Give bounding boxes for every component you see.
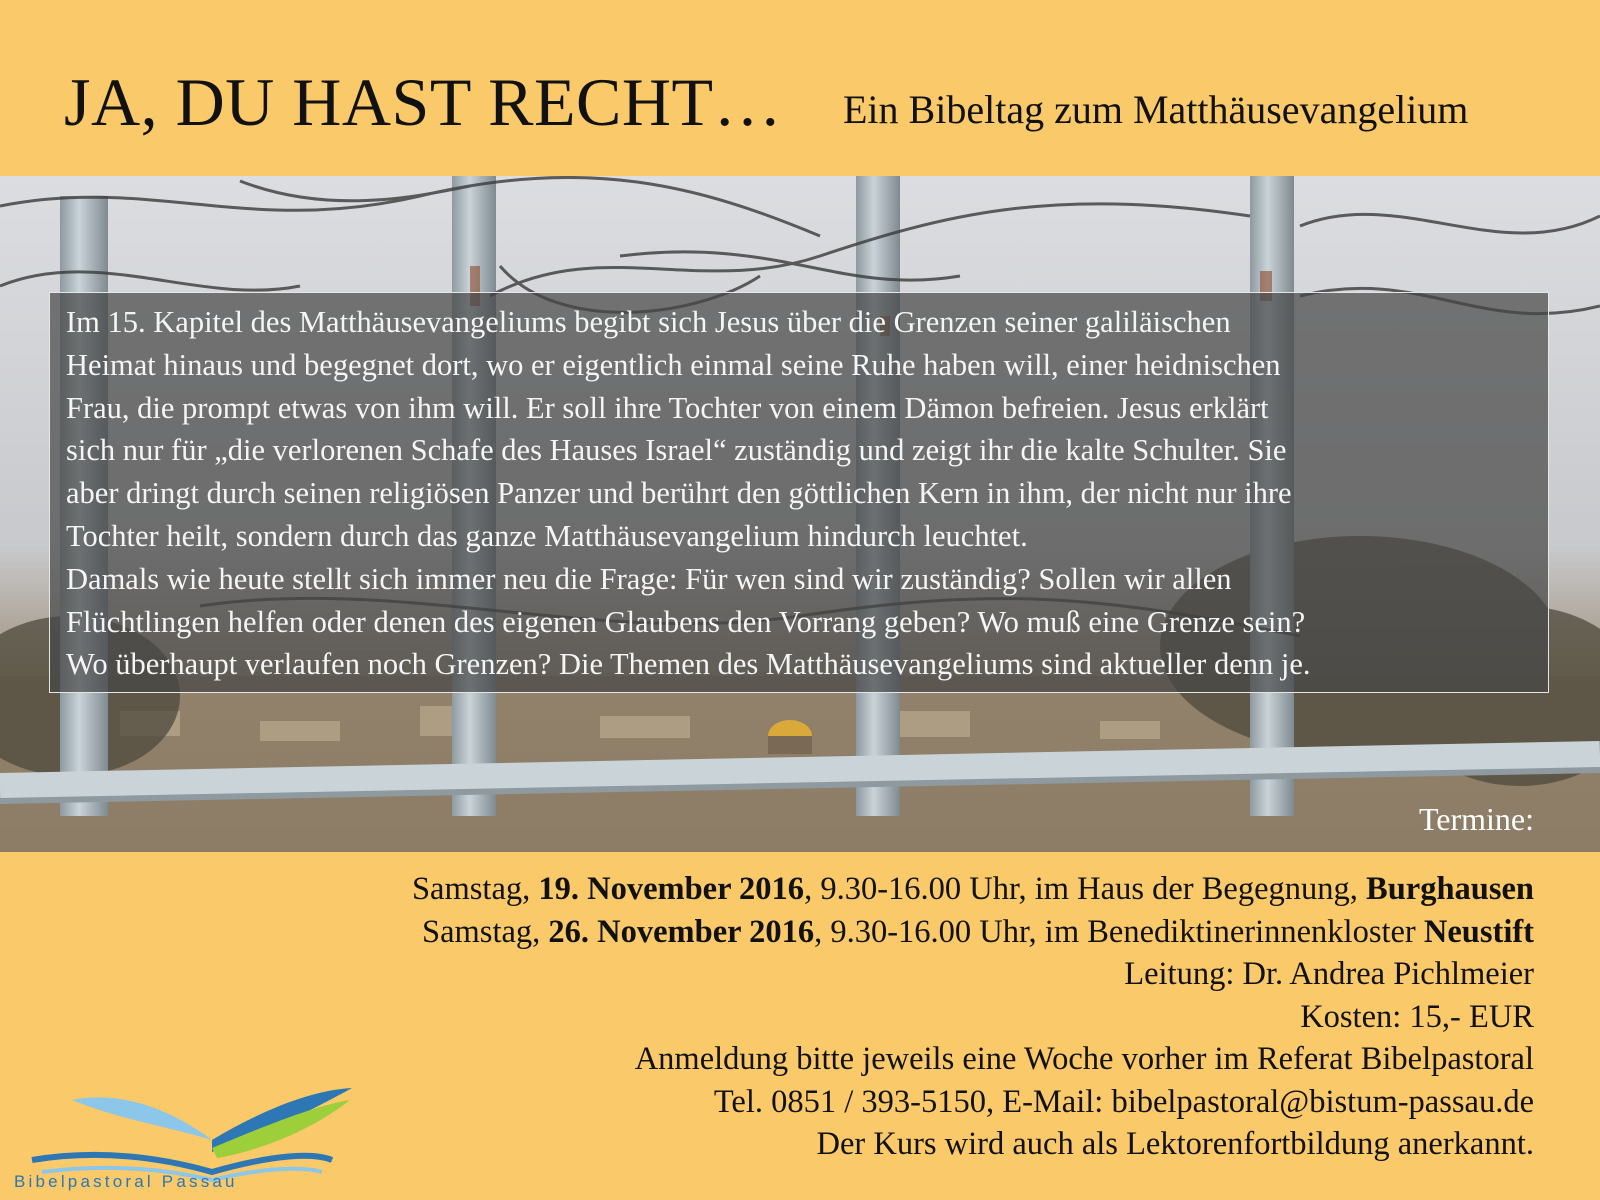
intro-text-box (49, 292, 1549, 693)
logo-text: Bibelpastoral Passau (14, 1172, 238, 1191)
hinweis-text: Der Kurs wird auch als Lektorenfortbildung anerkannt. (816, 1126, 1534, 1162)
termine-label: Termine: (1418, 801, 1534, 837)
kontakt-text: Tel. 0851 / 393-5150, E-Mail: bibelpastoral@bistum-passau.de (713, 1083, 1534, 1120)
date-day: Samstag, (422, 913, 541, 950)
date-row-2 (412, 911, 1534, 954)
intro-line: Damals wie heute stellt sich immer neu die Frage: Für wen sind wir zuständig? Sollen wir allen (66, 561, 1232, 596)
kosten-text: Kosten: 15,- EUR (1300, 998, 1534, 1035)
event-details (412, 868, 1534, 1166)
date-time-place: , 9.30-16.00 Uhr, im Benediktinerinnenkloster (814, 913, 1416, 950)
date-date: 26. November 2016 (548, 913, 815, 950)
anmeldung-text: Anmeldung bitte jeweils eine Woche vorher im Referat Bibelpastoral (634, 1041, 1534, 1077)
leitung-text: Leitung: Dr. Andrea Pichlmeier (1124, 956, 1534, 992)
date-day: Samstag, (411, 871, 531, 907)
page-title: JA, DU HAST RECHT… (64, 64, 783, 140)
date-location: Burghausen (1366, 871, 1534, 907)
intro-line: Heimat hinaus und begegnet dort, wo er eigentlich einmal seine Ruhe haben will, einer heidnischen (66, 347, 1281, 382)
date-row-1 (412, 868, 1534, 911)
date-location: Neustift (1423, 913, 1534, 950)
date-date: 19. November 2016 (538, 871, 805, 907)
intro-line: Im 15. Kapitel des Matthäusevangeliums begibt sich Jesus über die Grenzen seiner galiläischen (66, 305, 1231, 339)
intro-line: sich nur für „die verlorenen Schafe des Hauses Israel“ zuständig und zeigt ihr die kalte Schulter. Sie (66, 433, 1287, 468)
intro-line: Tochter heilt, sondern durch das ganze Matthäusevangelium hindurch leuchtet. (66, 518, 1028, 553)
logo-wing-left (72, 1097, 212, 1140)
page-subtitle: Ein Bibeltag zum Matthäusevangelium (843, 87, 1469, 132)
intro-line: Frau, die prompt etwas von ihm will. Er soll ihre Tochter von einem Dämon befreien. Jesus erklärt (66, 390, 1269, 425)
intro-line: Wo überhaupt verlaufen noch Grenzen? Die Themen des Matthäusevangeliums sind aktueller denn je. (66, 647, 1311, 682)
date-time-place: , 9.30-16.00 Uhr, im Haus der Begegnung, (804, 871, 1358, 907)
header (0, 0, 1600, 176)
intro-line: Flüchtlingen helfen oder denen des eigenen Glaubens den Vorrang geben? Wo muß eine Grenze sein? (66, 604, 1306, 639)
intro-line: aber dringt durch seinen religiösen Panzer und berührt den göttlichen Kern in ihm, der nicht nur ihre (66, 476, 1292, 511)
